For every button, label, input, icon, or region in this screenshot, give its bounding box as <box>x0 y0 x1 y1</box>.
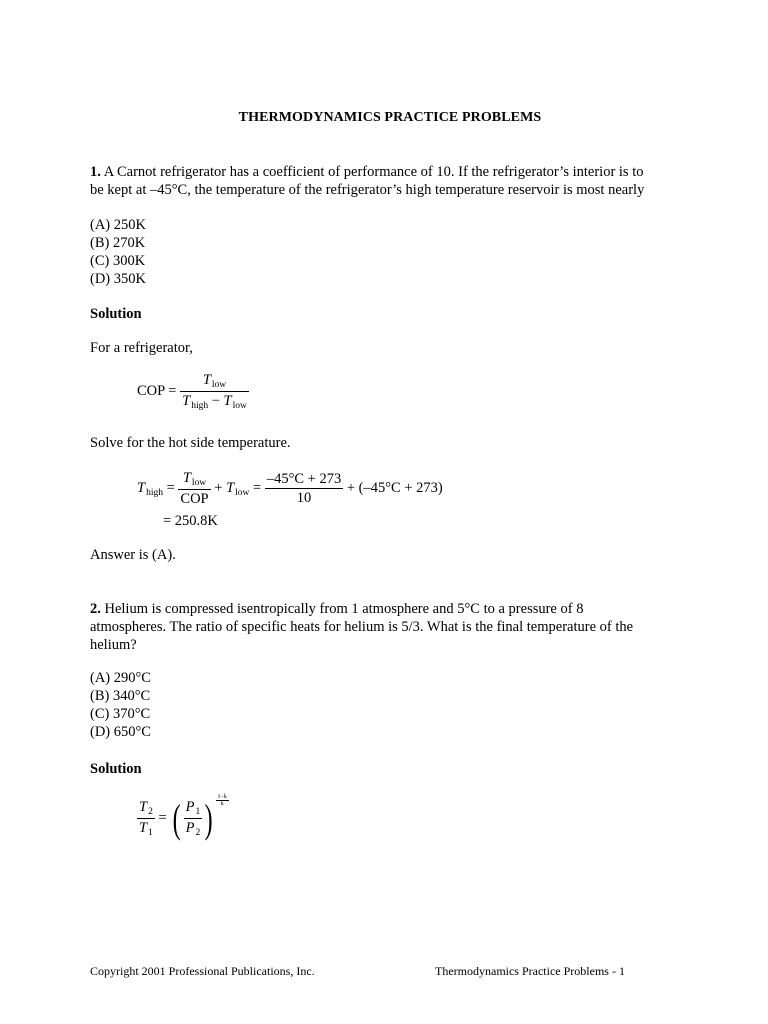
subscript-2: 2 <box>195 828 201 838</box>
problem-2-number: 2. <box>90 601 101 617</box>
t-high-result: = 250.8K <box>163 513 218 529</box>
t-var: T <box>223 393 232 409</box>
cop-equation <box>137 371 249 412</box>
p-var: P <box>185 799 195 815</box>
t-var: T <box>139 799 148 815</box>
option-b: (B) 340°C <box>90 688 151 704</box>
solve-instruction: Solve for the hot side temperature. <box>90 435 291 451</box>
footer-page-label: Thermodynamics Practice Problems - 1 <box>435 964 625 978</box>
exponent-numerator: 1−k <box>217 794 227 800</box>
cop-denominator: COP <box>180 491 209 507</box>
problem-2-solution-heading: Solution <box>90 761 142 777</box>
low-subscript: low <box>232 401 247 411</box>
problem-2-text-line-2: atmospheres. The ratio of specific heats for helium is 5/3. What is the final temperature of the <box>90 619 634 635</box>
problem-1-text-line-2: be kept at –45°C, the temperature of the refrigerator’s high temperature reservoir is most nearly <box>90 182 645 198</box>
t-var: T <box>182 470 191 486</box>
option-a: (A) 290°C <box>90 670 151 686</box>
problem-2-statement <box>90 600 690 654</box>
problem-1-answer: Answer is (A). <box>90 547 176 563</box>
equals-sign: = <box>154 809 171 826</box>
footer-copyright: Copyright 2001 Professional Publications, Inc. <box>90 964 315 978</box>
low-subscript: low <box>211 380 227 390</box>
exponent-fraction <box>216 794 229 807</box>
option-b: (B) 270K <box>90 235 146 251</box>
numeric-fraction <box>265 470 343 507</box>
minus-operator: − <box>208 393 224 409</box>
problem-2-text-line-1: Helium is compressed isentropically from 1 atmosphere and 5°C to a pressure of 8 <box>104 601 584 617</box>
temperature-ratio <box>137 798 155 839</box>
numeric-numerator: –45°C + 273 <box>266 471 342 487</box>
exponent-denominator: k <box>216 800 229 807</box>
left-paren-icon: ( <box>172 795 181 841</box>
page-title: THERMODYNAMICS PRACTICE PROBLEMS <box>238 110 542 125</box>
subscript-2: 2 <box>148 807 153 817</box>
cop-label: COP = <box>137 382 177 399</box>
option-c: (C) 370°C <box>90 706 151 722</box>
subscript-1: 1 <box>148 828 153 838</box>
option-d: (D) 350K <box>90 271 146 287</box>
problem-1-solution-heading: Solution <box>90 306 142 322</box>
high-subscript: high <box>146 487 163 498</box>
cop-fraction <box>180 371 249 412</box>
problem-1-number: 1. <box>90 164 101 180</box>
right-paren-icon: ) <box>204 795 213 841</box>
pressure-ratio <box>184 798 203 839</box>
option-c: (C) 300K <box>90 253 146 269</box>
problem-1-solution-intro: For a refrigerator, <box>90 340 193 356</box>
subscript-1: 1 <box>195 807 201 817</box>
isentropic-equation <box>137 794 229 841</box>
p-var: P <box>185 820 195 836</box>
equation-tail: + (–45°C + 273) <box>343 479 443 496</box>
t-var: T <box>226 479 235 496</box>
option-a: (A) 250K <box>90 217 146 233</box>
t-high-equation <box>137 469 443 508</box>
t-var: T <box>182 393 191 409</box>
t-var: T <box>202 372 211 388</box>
t-var: T <box>139 820 148 836</box>
t-low-over-cop-fraction <box>178 469 210 508</box>
low-subscript: low <box>191 478 207 488</box>
option-d: (D) 650°C <box>90 724 151 740</box>
numeric-denominator: 10 <box>265 488 343 507</box>
problem-2-text-line-3: helium? <box>90 637 137 653</box>
problem-2-options <box>90 669 151 741</box>
equals-sign: = <box>162 479 179 496</box>
problem-1-text-line-1: A Carnot refrigerator has a coefficient of performance of 10. If the refrigerator’s interior is to <box>103 164 644 180</box>
low-subscript: low <box>235 487 250 498</box>
t-var: T <box>137 479 146 496</box>
problem-1-options <box>90 216 146 288</box>
equals-sign: = <box>249 479 265 496</box>
problem-1-statement <box>90 163 690 199</box>
plus-sign: + <box>210 479 227 496</box>
high-subscript: high <box>191 401 209 411</box>
